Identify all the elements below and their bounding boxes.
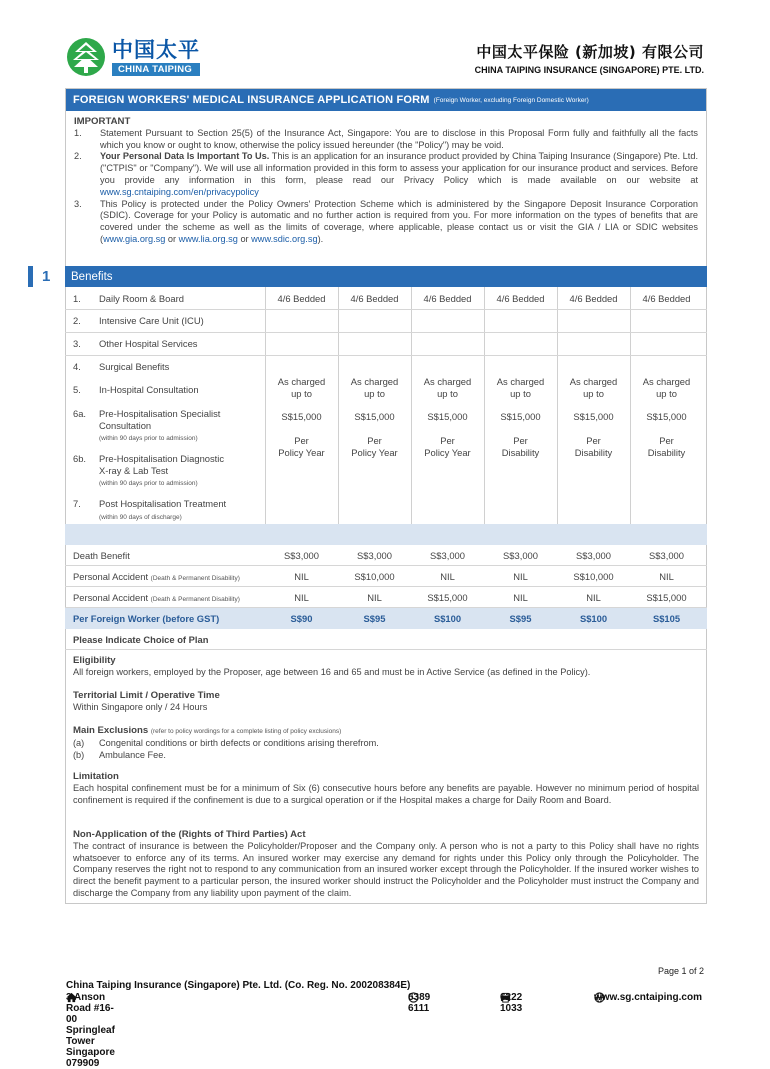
room-board-value: 4/6 Bedded <box>496 293 545 304</box>
footer-company: China Taiping Insurance (Singapore) Pte. Ltd. (Co. Reg. No. 200208384E) <box>66 980 411 991</box>
form-title: FOREIGN WORKERS' MEDICAL INSURANCE APPLICATION FORM <box>73 94 430 106</box>
premium-row: Per Foreign Worker (before GST) S$90 S$95 S$100 S$95 S$100 S$105 <box>65 608 707 629</box>
section-bar <box>28 266 33 287</box>
limit-basis: Per Disability <box>501 435 540 458</box>
room-board-value: 4/6 Bedded <box>277 293 326 304</box>
company-logo <box>66 37 200 77</box>
limit-value: S$15,000 <box>427 411 468 422</box>
limit-value: S$15,000 <box>573 411 614 422</box>
eligibility-section: Eligibility All foreign workers, employed by the Proposer, age between 16 and 65 and must be in Active Service (as defined in the Policy). <box>73 655 591 677</box>
limit-basis: Per Policy Year <box>278 435 325 458</box>
company-name-header <box>475 41 704 75</box>
plan-premium: S$100 <box>579 613 608 624</box>
benefit-row-label: 5. In-Hospital Consultation <box>73 384 199 395</box>
charged-value: As charged up to <box>423 376 472 399</box>
benefit-row-label: 3. Other Hospital Services <box>73 338 198 349</box>
footer-fax: 6222 1033 <box>500 992 523 1014</box>
form-title-note: (Foreign Worker, excluding Foreign Domestic Worker) <box>433 96 589 104</box>
logo-chinese-text: 中国太平 <box>112 37 200 62</box>
important-notice <box>66 111 706 246</box>
limit-basis: Per Policy Year <box>351 435 398 458</box>
plan-choice-cell[interactable] <box>630 634 703 648</box>
footer-contacts <box>66 992 706 1069</box>
limit-basis: Per Disability <box>647 435 686 458</box>
plan-choice-cell[interactable] <box>411 634 484 648</box>
sdic-link[interactable]: www.sdic.org.sg <box>251 233 318 244</box>
spacer-band <box>65 524 707 545</box>
limit-value: S$15,000 <box>354 411 395 422</box>
limit-value: S$15,000 <box>281 411 322 422</box>
footer-website[interactable]: www.sg.cntaiping.com <box>594 992 702 1003</box>
form-title-bar <box>66 89 706 111</box>
privacy-policy-link[interactable]: www.sg.cntaiping.com/en/privacypolicy <box>100 186 259 197</box>
section-marker <box>28 266 50 287</box>
room-board-value: 4/6 Bedded <box>569 293 618 304</box>
important-heading: IMPORTANT <box>74 116 131 127</box>
taiping-emblem-icon <box>66 37 106 77</box>
limit-value: S$15,000 <box>500 411 541 422</box>
logo-english-text: CHINA TAIPING <box>112 63 200 76</box>
benefits-heading: Benefits <box>65 266 707 287</box>
plan-choice-cell[interactable] <box>338 634 411 648</box>
plan-choice-cell[interactable] <box>484 634 557 648</box>
third-parties-section: Non-Application of the (Rights of Third Parties) Act The contract of insurance is between the Policyholder/Proposer and the Company only. A person who is not a party to this Policy shall have no rights whatsoever to enforce any of its terms. An insured worker may exercise any demand for rights under this Policy only through the Policyholder. The Company reserves the right not to respond to any communication from an insured worker except through the Policyholder. If the insured worker wishes to direct the benefit payment to a particular person, the insured worker should instruct the Policyholder and the Policyholder must instruct the Company and discharge the Company from any liability upon payment of the claim. <box>73 829 699 898</box>
limit-basis: Per Disability <box>574 435 613 458</box>
section-number: 1 <box>42 268 51 285</box>
plan-premium: S$100 <box>433 613 462 624</box>
death-benefit-row: Death Benefit S$3,000 S$3,000 S$3,000 S$3,000 S$3,000 S$3,000 <box>65 545 707 566</box>
benefit-row-label: 6a. Pre-Hospitalisation Specialist Consultation (within 90 days prior to admission) <box>73 408 221 442</box>
footer-address: 3 Anson Road #16-00 Springleaf Tower Singapore 079909 <box>66 992 115 1069</box>
plan-choice-cell[interactable] <box>265 634 338 648</box>
lia-link[interactable]: www.lia.org.sg <box>178 233 238 244</box>
plan-premium: S$95 <box>509 613 532 624</box>
row-divider <box>65 309 707 310</box>
important-item: 2. Your Personal Data Is Important To Us. This is an application for an insurance product provided by China Taiping Insurance (Singapore) Pte. Ltd. ("CTPIS" or "Company"). We will use all information provided in this form to assess your application for our insurance product and services. Before you provide any information in this form, please read our Privacy Policy which is made available on our website at www.sg.cntaiping.com/en/privacypolicy <box>74 151 698 197</box>
plan-premium: S$105 <box>652 613 681 624</box>
row-divider <box>65 355 707 356</box>
charged-value: As charged up to <box>642 376 691 399</box>
important-item: 1. Statement Pursuant to Section 25(5) of the Insurance Act, Singapore: You are to disclose in this Proposal Form fully and faithfully all the facts which you know or ought to know, otherwise the policy issued hereunder (the "Policy") may be void. <box>74 127 698 150</box>
personal-accident-row: Personal Accident (Death & Permanent Disability) NIL NIL S$15,000 NIL NIL S$15,000 <box>65 587 707 608</box>
benefit-row-label: 1. Daily Room & Board <box>73 293 184 304</box>
plan-premium: S$95 <box>363 613 386 624</box>
footer-phone: 6389 6111 <box>408 992 431 1014</box>
charged-value: As charged up to <box>569 376 618 399</box>
company-name-english: CHINA TAIPING INSURANCE (SINGAPORE) PTE. LTD. <box>474 65 704 75</box>
limitation-section: Limitation Each hospital confinement must be for a minimum of Six (6) consecutive hours before any benefits are payable. However no minimum period of hospital confinement is required if the confinement is due to a surgical operation or if the Hospital makes a charge for Daily Room and Board. <box>73 771 699 805</box>
charged-value: As charged up to <box>277 376 326 399</box>
gia-link[interactable]: www.gia.org.sg <box>103 233 166 244</box>
page-number: Page 1 of 2 <box>657 966 704 976</box>
benefit-row-label: 4. Surgical Benefits <box>73 361 170 372</box>
benefit-row-label: 2. Intensive Care Unit (ICU) <box>73 315 204 326</box>
exclusions-section: Main Exclusions (refer to policy wordings for a complete listing of policy exclusions) (a) Congenital conditions or birth defects or conditions arising therefrom. (b) Ambulance Fee. <box>73 725 379 760</box>
personal-accident-row: Personal Accident (Death & Permanent Disability) NIL S$10,000 NIL NIL S$10,000 NIL <box>65 566 707 587</box>
plan-choice-row: Please Indicate Choice of Plan <box>65 629 707 650</box>
charged-value: As charged up to <box>496 376 545 399</box>
benefit-row-label: 6b. Pre-Hospitalisation Diagnostic X-ray & Lab Test (within 90 days prior to admission) <box>73 453 225 487</box>
room-board-value: 4/6 Bedded <box>642 293 691 304</box>
room-board-value: 4/6 Bedded <box>423 293 472 304</box>
charged-value: As charged up to <box>350 376 399 399</box>
room-board-value: 4/6 Bedded <box>350 293 399 304</box>
row-divider <box>65 332 707 333</box>
limit-value: S$15,000 <box>646 411 687 422</box>
plan-choice-cell[interactable] <box>557 634 630 648</box>
benefit-row-label: 7. Post Hospitalisation Treatment (within 90 days of discharge) <box>73 498 227 521</box>
plan-premium: S$90 <box>290 613 313 624</box>
important-item: 3. This Policy is protected under the Policy Owners' Protection Scheme which is administered by the Singapore Deposit Insurance Corporation (SDIC). Coverage for your Policy is automatic and no further action is required from you. For more information on the types of benefits that are covered under the scheme as well as the limits of coverage, where applicable, please contact us or visit the GIA / LIA or SDIC websites (www.gia.org.sg or www.lia.org.sg or www.sdic.org.sg). <box>74 198 698 244</box>
company-name-chinese: 中国太平保险 (新加坡) 有限公司 <box>476 43 704 61</box>
limit-basis: Per Policy Year <box>424 435 471 458</box>
territory-section: Territorial Limit / Operative Time Within Singapore only / 24 Hours <box>73 690 220 712</box>
